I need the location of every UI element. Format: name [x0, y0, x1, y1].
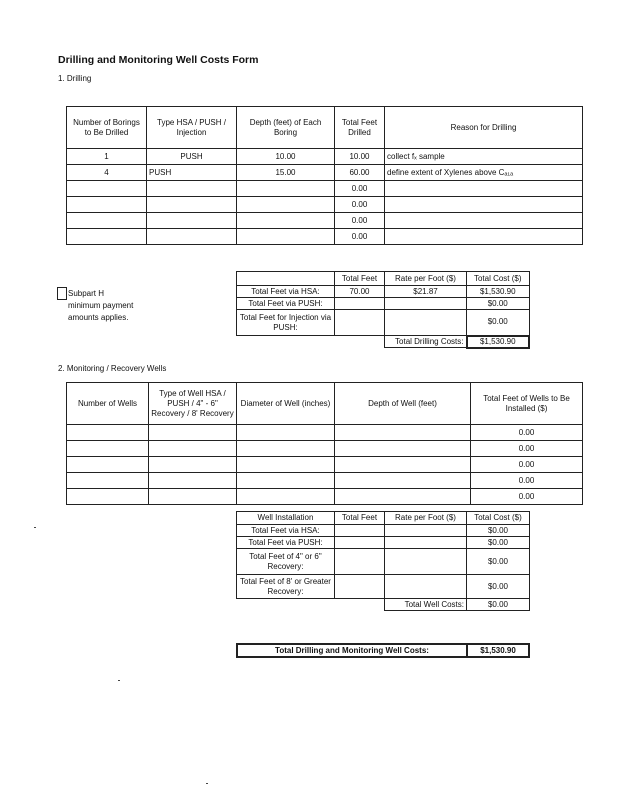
cost-rate: $21.87: [385, 286, 467, 298]
borings-cell[interactable]: [67, 181, 147, 197]
subpart-h-checkbox[interactable]: [57, 287, 67, 300]
subpart-h-note: [68, 288, 133, 324]
cost-label: Total Feet for Injection via PUSH:: [237, 310, 335, 336]
well-cost-header-total: Total Cost ($): [467, 512, 530, 525]
total-drilling-label: Total Drilling Costs:: [385, 336, 467, 348]
cost-total: $0.00: [467, 310, 530, 336]
total-feet-cell: 0.00: [335, 213, 385, 229]
cost-header-rate: Rate per Foot ($): [385, 272, 467, 286]
reason-cell[interactable]: collect fₓ sample: [385, 149, 583, 165]
table-row: [67, 165, 583, 181]
table-row: [237, 298, 530, 310]
header-well-total-feet: Total Feet of Wells to Be Installed ($): [471, 383, 583, 425]
table-row: [67, 473, 583, 489]
reason-cell[interactable]: define extent of Xylenes above Cₐ₁ₐ: [385, 165, 583, 181]
table-row: [67, 213, 583, 229]
well-cost-label: Total Feet of 8' or Greater Recovery:: [237, 575, 335, 599]
reason-cell[interactable]: [385, 213, 583, 229]
subpart-h-line3: amounts applies.: [68, 313, 129, 322]
drilling-cost-table: [236, 271, 530, 349]
depth-cell[interactable]: [237, 181, 335, 197]
table-row: [237, 549, 530, 575]
cost-feet: 70.00: [335, 286, 385, 298]
table-row: [67, 425, 583, 441]
subpart-h-line2: minimum payment: [68, 301, 134, 310]
total-feet-cell: 0.00: [335, 197, 385, 213]
well-cost-total: $0.00: [467, 537, 530, 549]
well-total-feet-cell: 0.00: [471, 441, 583, 457]
well-total-feet-cell: 0.00: [471, 489, 583, 505]
well-cost-total: $0.00: [467, 575, 530, 599]
wells-section-label: 2. Monitoring / Recovery Wells: [58, 364, 167, 373]
total-feet-cell: 0.00: [335, 181, 385, 197]
well-cost-header-rate: Rate per Foot ($): [385, 512, 467, 525]
scan-speck: [34, 527, 36, 528]
depth-cell[interactable]: 15.00: [237, 165, 335, 181]
cost-feet: [335, 298, 385, 310]
depth-cell[interactable]: 10.00: [237, 149, 335, 165]
depth-cell[interactable]: [237, 229, 335, 245]
well-cost-label: Total Feet of 4" or 6" Recovery:: [237, 549, 335, 575]
cost-label: Total Feet via HSA:: [237, 286, 335, 298]
total-well-costs-label: Total Well Costs:: [385, 599, 467, 611]
table-row: [237, 537, 530, 549]
cost-rate: [385, 310, 467, 336]
table-row: [67, 229, 583, 245]
table-row: [67, 197, 583, 213]
cost-feet: [335, 310, 385, 336]
well-cost-header-feet: Total Feet: [335, 512, 385, 525]
header-well-depth: Depth of Well (feet): [335, 383, 471, 425]
table-row: [67, 149, 583, 165]
type-cell[interactable]: [147, 181, 237, 197]
grand-total-label: Total Drilling and Monitoring Well Costs:: [237, 644, 467, 657]
table-row: [67, 457, 583, 473]
total-feet-cell: 10.00: [335, 149, 385, 165]
grand-total-value: $1,530.90: [467, 644, 529, 657]
page-title: Drilling and Monitoring Well Costs Form: [58, 54, 259, 66]
well-total-feet-cell: 0.00: [471, 425, 583, 441]
type-cell[interactable]: PUSH: [147, 165, 237, 181]
table-row: [237, 286, 530, 298]
table-row: [67, 181, 583, 197]
well-cost-total: $0.00: [467, 525, 530, 537]
drilling-section-label: 1. Drilling: [58, 74, 92, 83]
header-borings: Number of Borings to Be Drilled: [67, 107, 147, 149]
header-type: Type HSA / PUSH / Injection: [147, 107, 237, 149]
type-cell[interactable]: PUSH: [147, 149, 237, 165]
drilling-table: [66, 106, 583, 245]
borings-cell[interactable]: 4: [67, 165, 147, 181]
borings-cell[interactable]: 1: [67, 149, 147, 165]
depth-cell[interactable]: [237, 197, 335, 213]
header-diameter: Diameter of Well (inches): [237, 383, 335, 425]
total-drilling-value: $1,530.90: [467, 336, 530, 348]
table-row: [67, 489, 583, 505]
cost-total: $1,530.90: [467, 286, 530, 298]
borings-cell[interactable]: [67, 197, 147, 213]
scan-speck: [118, 680, 120, 681]
total-feet-cell: 0.00: [335, 229, 385, 245]
well-cost-label: Total Feet via PUSH:: [237, 537, 335, 549]
well-cost-label: Total Feet via HSA:: [237, 525, 335, 537]
borings-cell[interactable]: [67, 229, 147, 245]
header-depth: Depth (feet) of Each Boring: [237, 107, 335, 149]
table-row: [237, 575, 530, 599]
header-reason: Reason for Drilling: [385, 107, 583, 149]
borings-cell[interactable]: [67, 213, 147, 229]
well-installation-header: Well Installation: [237, 512, 335, 525]
type-cell[interactable]: [147, 213, 237, 229]
type-cell[interactable]: [147, 229, 237, 245]
scan-speck: [206, 783, 208, 784]
header-well-type: Type of Well HSA / PUSH / 4" - 6" Recovery / 8' Recovery: [149, 383, 237, 425]
cost-total: $0.00: [467, 298, 530, 310]
total-well-costs-value: $0.00: [467, 599, 530, 611]
reason-cell[interactable]: [385, 229, 583, 245]
well-total-feet-cell: 0.00: [471, 457, 583, 473]
table-row: [67, 441, 583, 457]
wells-table: [66, 382, 583, 505]
reason-cell[interactable]: [385, 181, 583, 197]
subpart-h-line1: Subpart H: [68, 289, 105, 298]
cost-rate: [385, 298, 467, 310]
table-row: [237, 310, 530, 336]
type-cell[interactable]: [147, 197, 237, 213]
cost-header-total-feet: Total Feet: [335, 272, 385, 286]
well-total-feet-cell: 0.00: [471, 473, 583, 489]
grand-total-table: [236, 643, 530, 658]
total-feet-cell: 60.00: [335, 165, 385, 181]
cost-label: Total Feet via PUSH:: [237, 298, 335, 310]
well-cost-table: [236, 511, 530, 611]
well-cost-total: $0.00: [467, 549, 530, 575]
header-total-feet: Total Feet Drilled: [335, 107, 385, 149]
reason-cell[interactable]: [385, 197, 583, 213]
depth-cell[interactable]: [237, 213, 335, 229]
table-row: [237, 525, 530, 537]
header-number-wells: Number of Wells: [67, 383, 149, 425]
cost-header-total-cost: Total Cost ($): [467, 272, 530, 286]
